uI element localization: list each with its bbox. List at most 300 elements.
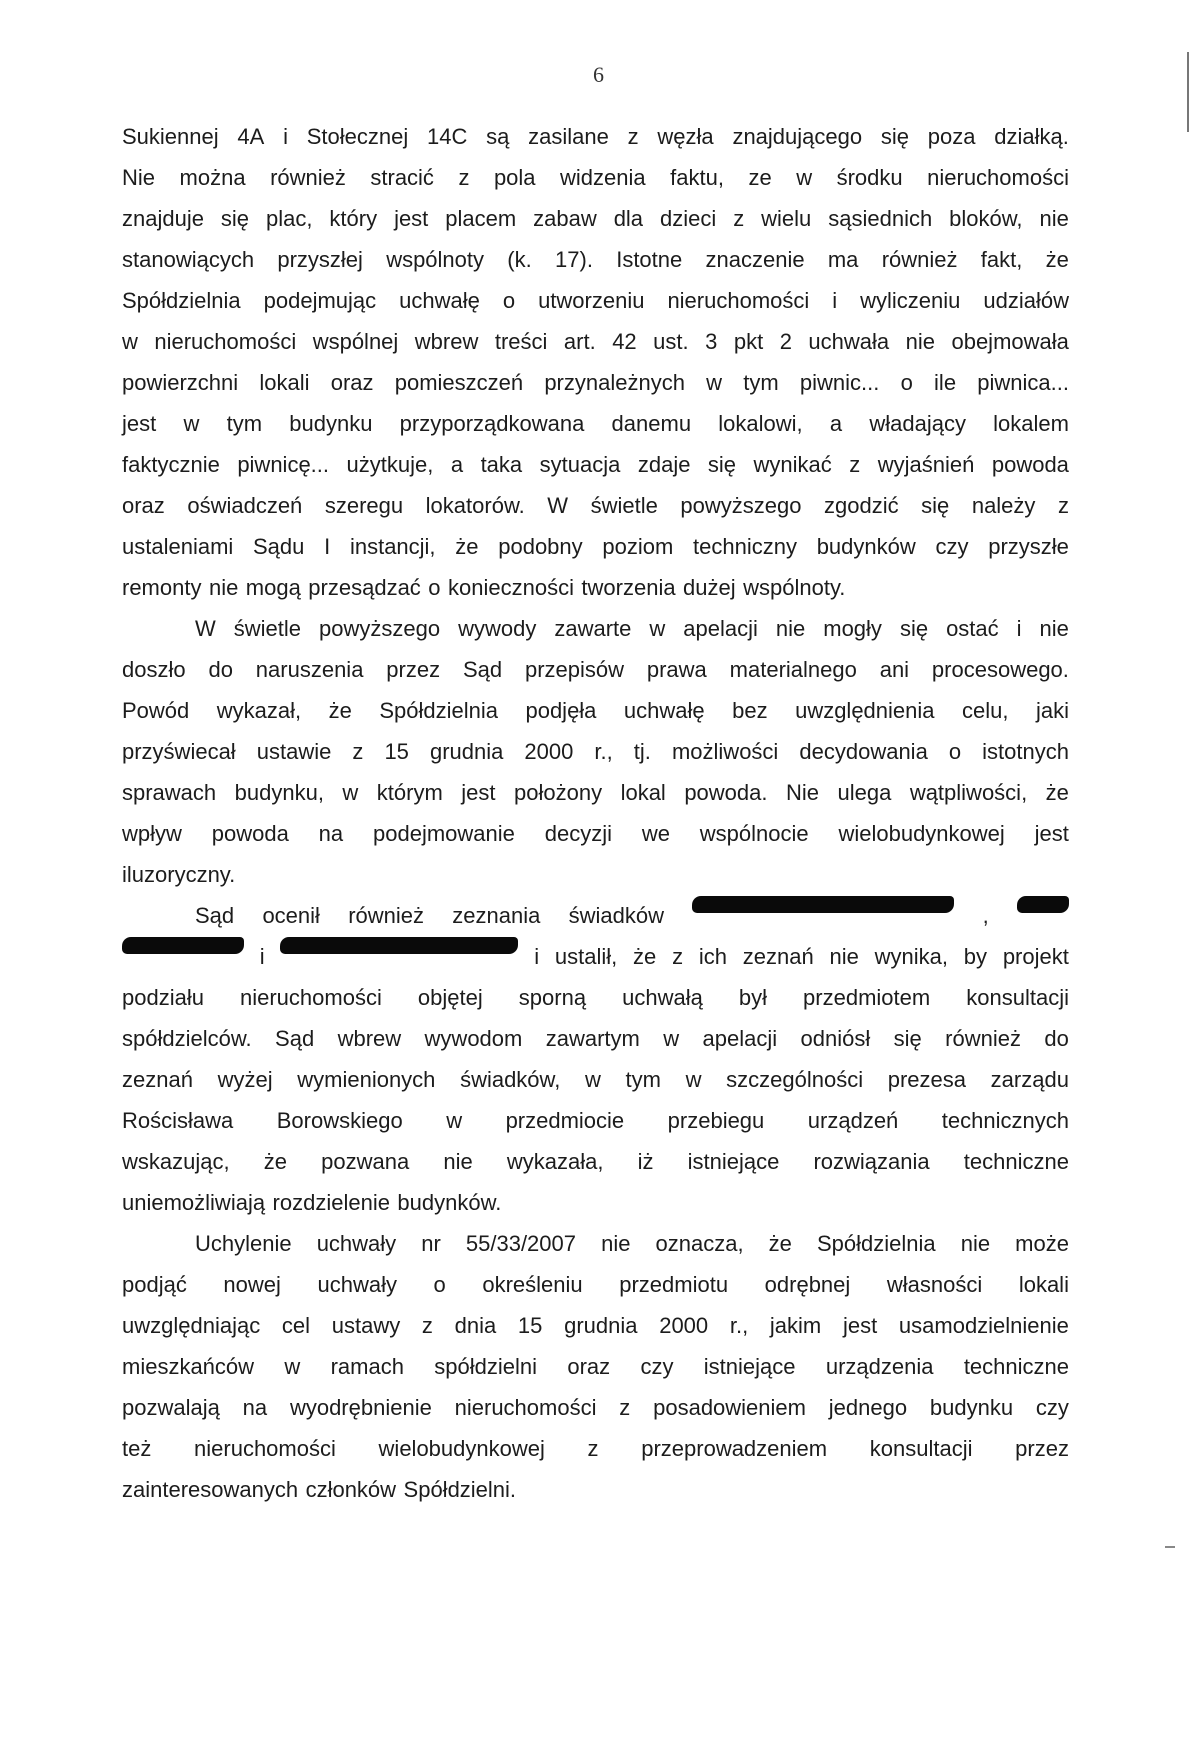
text-word: lokali — [1018, 1272, 1069, 1297]
text-line — [122, 1305, 1069, 1346]
text-word: piwnic... — [799, 370, 880, 395]
text-word: nie — [829, 944, 859, 969]
text-word: we — [641, 821, 670, 846]
text-word: z — [627, 124, 639, 149]
text-line — [122, 567, 1069, 608]
text-word: oświadczeń — [187, 493, 303, 518]
text-word: świetle — [233, 616, 302, 641]
text-word: jednego — [828, 1395, 908, 1420]
text-word: plac, — [265, 206, 313, 231]
text-word: lokatorów. — [425, 493, 525, 518]
text-word: wskazując, — [122, 1149, 230, 1174]
text-word: o — [900, 370, 913, 395]
text-word: działką. — [994, 124, 1069, 149]
text-word: świadków, — [460, 1067, 561, 1092]
text-line — [122, 1223, 1069, 1264]
text-word: Spółdzielnia — [816, 1231, 936, 1256]
text-word: by — [963, 944, 988, 969]
text-word: i — [832, 288, 838, 313]
text-word: Uchylenie — [195, 1231, 292, 1256]
text-line — [122, 854, 1069, 895]
text-word: się — [921, 493, 950, 518]
text-word: taka — [480, 452, 523, 477]
text-word: ocenił — [262, 903, 320, 928]
text-word: ustalił, — [554, 944, 618, 969]
text-word: nie — [960, 1231, 991, 1256]
text-word: wyliczeniu — [860, 288, 961, 313]
text-word: naruszenia — [255, 657, 364, 682]
redaction-mark — [280, 937, 518, 954]
text-word: r., — [594, 739, 613, 764]
text-word: się — [220, 206, 250, 231]
text-word: budynku, — [234, 780, 324, 805]
text-word: wynikać — [753, 452, 832, 477]
text-word: również — [945, 1026, 1021, 1051]
document-body — [122, 116, 1069, 1510]
text-word: czy — [935, 534, 969, 559]
text-word: przedmiotu — [619, 1272, 729, 1297]
text-word: Sąd — [275, 1026, 315, 1051]
text-word: wykazał, — [216, 698, 302, 723]
text-word: przesądzać — [308, 575, 421, 600]
text-word: wielobudynkowej — [838, 821, 1005, 846]
text-word: o — [428, 575, 441, 600]
text-word: stanowiących — [122, 247, 255, 272]
text-word: instancji, — [349, 534, 436, 559]
text-word: ile — [934, 370, 957, 395]
text-word: wspólnej — [312, 329, 399, 354]
text-word: jest — [1034, 821, 1069, 846]
text-word: zarządu — [990, 1067, 1069, 1092]
text-word: celu, — [962, 698, 1009, 723]
text-word: że — [1045, 247, 1069, 272]
text-word: ustawie — [256, 739, 332, 764]
text-word: powyższego — [319, 616, 441, 641]
text-word: dzieci — [660, 206, 717, 231]
text-line — [122, 1100, 1069, 1141]
text-word: ich — [698, 944, 727, 969]
text-word: prawa — [646, 657, 707, 682]
text-word: wywodom — [424, 1026, 523, 1051]
text-word: spółdzielców. — [122, 1026, 252, 1051]
text-word: budynku — [929, 1395, 1014, 1420]
text-word: wbrew — [337, 1026, 402, 1051]
text-word: że — [633, 944, 657, 969]
text-word: nie — [208, 575, 239, 600]
text-word: 2000 — [659, 1313, 709, 1338]
text-word: też — [122, 1436, 152, 1461]
text-word: z — [672, 944, 684, 969]
text-word: pozwalają — [122, 1395, 220, 1420]
text-word: ust. — [653, 329, 689, 354]
margin-scan-tick — [1165, 1546, 1175, 1548]
text-word: podobny — [498, 534, 583, 559]
text-word: określeniu — [482, 1272, 583, 1297]
text-word: decydowania — [799, 739, 928, 764]
text-word: z — [619, 1395, 631, 1420]
text-word: mieszkańców — [122, 1354, 255, 1379]
text-word: pomieszczeń — [394, 370, 524, 395]
text-word: z — [1057, 493, 1069, 518]
text-word: uchwałą — [622, 985, 703, 1010]
text-line — [122, 116, 1069, 157]
text-word: świetle — [590, 493, 658, 518]
text-word: Spółdzielnia — [122, 288, 241, 313]
text-word: nieruchomości — [454, 1395, 597, 1420]
text-line — [122, 690, 1069, 731]
text-word: uniemożliwiają — [122, 1190, 266, 1215]
text-line — [122, 526, 1069, 567]
text-word: cel — [281, 1313, 311, 1338]
text-word: decyzji — [544, 821, 612, 846]
text-word: objętej — [417, 985, 483, 1010]
text-word: zasilane — [528, 124, 609, 149]
text-word: zgodzić — [824, 493, 899, 518]
text-word: i — [283, 124, 288, 149]
text-word: odrębnej — [764, 1272, 851, 1297]
text-word: powyższego — [680, 493, 802, 518]
text-word: przyporządkowana — [399, 411, 585, 436]
text-word: konieczności — [448, 575, 574, 600]
text-word: mogą — [245, 575, 301, 600]
text-word: podjęła — [525, 698, 597, 723]
text-word: który — [329, 206, 378, 231]
text-word: czy — [640, 1354, 674, 1379]
text-word: bez — [732, 698, 768, 723]
text-line — [122, 1018, 1069, 1059]
text-word: ustawy — [331, 1313, 401, 1338]
text-line — [122, 772, 1069, 813]
redaction-mark — [1017, 896, 1069, 913]
text-word: do — [1044, 1026, 1069, 1051]
text-word: istniejące — [687, 1149, 780, 1174]
text-word: posadowieniem — [653, 1395, 806, 1420]
text-word: Sądu — [253, 534, 305, 559]
text-word: prezesa — [887, 1067, 967, 1092]
text-word: podjąć — [122, 1272, 187, 1297]
text-word: uwzględniając — [122, 1313, 261, 1338]
text-word: się — [899, 616, 929, 641]
text-word: jest — [394, 206, 429, 231]
text-word: nieruchomości — [194, 1436, 336, 1461]
text-word: a — [829, 411, 843, 436]
text-word: wpływ — [122, 821, 182, 846]
text-word: a — [450, 452, 464, 477]
text-word: technicznych — [941, 1108, 1069, 1133]
text-word: nie — [601, 1231, 631, 1256]
text-line — [122, 813, 1069, 854]
text-word: w — [342, 780, 359, 805]
text-word: tworzenia — [581, 575, 676, 600]
text-line — [122, 895, 1069, 936]
text-word: nie — [775, 616, 806, 641]
text-word: przepisów — [524, 657, 625, 682]
text-word: że — [768, 1231, 792, 1256]
text-word: na — [318, 821, 344, 846]
text-word: grudnia — [429, 739, 504, 764]
text-word: techniczny — [693, 534, 797, 559]
text-word: 17). — [555, 247, 593, 272]
text-word: urządzeń — [807, 1108, 899, 1133]
text-word: przez — [386, 657, 441, 682]
text-line — [122, 157, 1069, 198]
text-word: można — [179, 165, 246, 190]
text-word: doszło — [122, 657, 186, 682]
text-word: przyszłe — [988, 534, 1069, 559]
text-word: apelacji — [683, 616, 758, 641]
text-word: Spółdzielnia — [379, 698, 498, 723]
text-word: 55/33/2007 — [465, 1231, 576, 1256]
text-word: z — [587, 1436, 599, 1461]
text-word: przyszłej — [277, 247, 363, 272]
text-word: 4A — [237, 124, 265, 149]
text-word: świadków — [568, 903, 665, 928]
text-word: dla — [613, 206, 644, 231]
text-word: sprawach — [122, 780, 217, 805]
text-word: I — [324, 534, 331, 559]
text-word: szeregu — [324, 493, 404, 518]
text-word: techniczne — [963, 1354, 1069, 1379]
text-word: nowej — [223, 1272, 281, 1297]
text-word: poza — [927, 124, 976, 149]
text-word: podziału — [122, 985, 204, 1010]
text-line — [122, 649, 1069, 690]
text-word: tj. — [633, 739, 651, 764]
text-word: oraz — [567, 1354, 611, 1379]
text-word: o — [502, 288, 516, 313]
text-word: w — [663, 1026, 680, 1051]
text-word: należy — [971, 493, 1036, 518]
text-word: Istotne — [616, 247, 683, 272]
text-word: powoda. — [684, 780, 768, 805]
text-word: rozdzielenie — [272, 1190, 390, 1215]
text-word: Spółdzielni. — [403, 1477, 517, 1502]
text-word: konsultacji — [869, 1436, 973, 1461]
text-word: ani — [879, 657, 910, 682]
text-word: wyodrębnienie — [289, 1395, 432, 1420]
redaction-mark — [122, 937, 244, 954]
text-word: że — [328, 698, 352, 723]
text-word: 15 — [384, 739, 409, 764]
text-word: wyżej — [217, 1067, 273, 1092]
text-word: Nie — [122, 165, 156, 190]
text-word: usamodzielnienie — [898, 1313, 1069, 1338]
text-word: ostać — [946, 616, 999, 641]
text-word: własności — [886, 1272, 983, 1297]
text-line — [122, 321, 1069, 362]
text-word: ulega — [837, 780, 892, 805]
text-word: zawartym — [545, 1026, 640, 1051]
text-word: pola — [493, 165, 536, 190]
text-word: Sąd — [462, 657, 503, 682]
text-word: również — [348, 903, 425, 928]
text-word: piwnica... — [977, 370, 1069, 395]
text-word: r., — [729, 1313, 749, 1338]
text-line — [122, 977, 1069, 1018]
text-word: z — [458, 165, 470, 190]
text-word: 42 — [612, 329, 637, 354]
text-word: z — [421, 1313, 433, 1338]
text-word: 3 — [705, 329, 718, 354]
text-word: urządzenia — [825, 1354, 934, 1379]
text-word: szczególności — [726, 1067, 864, 1092]
text-word: w — [685, 1067, 702, 1092]
text-word: wywody — [458, 616, 537, 641]
text-word: w — [796, 165, 813, 190]
text-word: jest — [842, 1313, 878, 1338]
text-word: wątpliwości, — [909, 780, 1028, 805]
text-word: tym — [226, 411, 263, 436]
text-word: wspólnoty. — [743, 575, 846, 600]
text-line — [122, 403, 1069, 444]
text-word: węzła — [657, 124, 714, 149]
text-word: którym — [376, 780, 443, 805]
text-word: w — [122, 329, 138, 354]
text-word: spółdzielni — [434, 1354, 538, 1379]
text-word: nieruchomości — [927, 165, 1069, 190]
text-word: oraz — [330, 370, 374, 395]
text-word: rozwiązania — [813, 1149, 930, 1174]
text-word: pozwana — [321, 1149, 410, 1174]
text-word: uchwałę — [623, 698, 705, 723]
text-word: przeprowadzeniem — [641, 1436, 828, 1461]
text-word: w — [584, 1067, 601, 1092]
text-word: (k. — [507, 247, 532, 272]
text-word: wyjaśnień — [877, 452, 975, 477]
text-word: władający — [869, 411, 966, 436]
text-word: nie — [1039, 206, 1069, 231]
text-word: lokal — [620, 780, 666, 805]
text-word: zeznań — [122, 1067, 193, 1092]
text-word: i — [259, 944, 265, 969]
text-word: apelacji — [702, 1026, 778, 1051]
text-word: wielobudynkowej — [378, 1436, 545, 1461]
text-word: z — [733, 206, 745, 231]
text-word: 2000 — [524, 739, 574, 764]
text-word: fakt, — [980, 247, 1023, 272]
text-word: Powód — [122, 698, 190, 723]
text-word: obejmowała — [951, 329, 1069, 354]
text-word: że — [455, 534, 479, 559]
text-line — [122, 1141, 1069, 1182]
text-word: również — [270, 165, 346, 190]
text-word: oraz — [122, 493, 165, 518]
text-word: art. — [563, 329, 596, 354]
text-word: bloków, — [949, 206, 1023, 231]
text-word: i — [1016, 616, 1022, 641]
text-word: w — [446, 1108, 463, 1133]
text-word: lokali — [259, 370, 310, 395]
text-word: pkt — [733, 329, 764, 354]
text-word: nieruchomości — [240, 985, 382, 1010]
text-word: 2 — [779, 329, 792, 354]
text-word: Sąd — [195, 903, 235, 928]
text-word: powoda — [211, 821, 289, 846]
text-word: z — [849, 452, 861, 477]
text-word: przedmiotem — [803, 985, 931, 1010]
text-word: jakim — [769, 1313, 822, 1338]
text-word: sąsiednich — [828, 206, 933, 231]
text-word: 14C — [427, 124, 468, 149]
text-word: mogły — [823, 616, 882, 641]
text-word: tym — [625, 1067, 661, 1092]
text-line — [122, 1387, 1069, 1428]
text-word: i — [534, 944, 540, 969]
text-word: jest — [122, 411, 157, 436]
text-word: podejmowanie — [373, 821, 515, 846]
text-word: stracić — [370, 165, 434, 190]
page-number: 6 — [593, 62, 604, 87]
text-word: jest — [461, 780, 496, 805]
text-word: ramach — [330, 1354, 404, 1379]
text-word: Rościsława — [122, 1108, 234, 1133]
text-word: uwzględnienia — [795, 698, 935, 723]
text-word: Nie — [785, 780, 819, 805]
text-word: zdaje — [637, 452, 691, 477]
text-line — [122, 1059, 1069, 1100]
text-word: przynależnych — [544, 370, 685, 395]
text-word: budynków. — [397, 1190, 502, 1215]
text-word: Borowskiego — [276, 1108, 403, 1133]
text-word: uchwałę — [399, 288, 480, 313]
text-word: przedmiocie — [505, 1108, 625, 1133]
text-word: 15 — [517, 1313, 543, 1338]
text-word: lokalowi, — [718, 411, 803, 436]
text-word: o — [948, 739, 962, 764]
text-word: w — [649, 616, 666, 641]
text-word: powierzchni — [122, 370, 239, 395]
text-word: lokalem — [993, 411, 1069, 436]
text-word: może — [1015, 1231, 1069, 1256]
text-word: sytuacja — [539, 452, 621, 477]
text-word: iż — [637, 1149, 654, 1174]
text-word: się — [893, 1026, 922, 1051]
text-word: zawarte — [554, 616, 632, 641]
text-word: położony — [514, 780, 603, 805]
text-word: treści — [494, 329, 548, 354]
text-word: nieruchomości — [154, 329, 297, 354]
text-word: zeznań — [742, 944, 814, 969]
text-word: istniejące — [703, 1354, 796, 1379]
text-word: jaki — [1035, 698, 1069, 723]
text-word: W — [547, 493, 569, 518]
text-word: dużej — [683, 575, 736, 600]
text-word: wymienionych — [297, 1067, 436, 1092]
text-line — [122, 1428, 1069, 1469]
text-word: nie — [1039, 616, 1069, 641]
text-line — [122, 198, 1069, 239]
text-word: do — [208, 657, 233, 682]
text-word: zabaw — [533, 206, 597, 231]
text-word: konsultacji — [966, 985, 1069, 1010]
text-word: ma — [827, 247, 859, 272]
text-line — [122, 485, 1069, 526]
text-word: nr — [421, 1231, 441, 1256]
text-word: piwnicę... — [237, 452, 330, 477]
text-word: przebiegu — [667, 1108, 765, 1133]
text-word: uchwała — [808, 329, 890, 354]
text-word: Sukiennej — [122, 124, 219, 149]
text-word: udziałów — [983, 288, 1069, 313]
text-word: wykazała, — [506, 1149, 604, 1174]
text-word: są — [486, 124, 510, 149]
text-line — [122, 1264, 1069, 1305]
text-word: danemu — [611, 411, 692, 436]
text-word: projekt — [1002, 944, 1069, 969]
text-word: ustaleniami — [122, 534, 234, 559]
text-word: tym — [743, 370, 779, 395]
text-word: Stołecznej — [306, 124, 409, 149]
